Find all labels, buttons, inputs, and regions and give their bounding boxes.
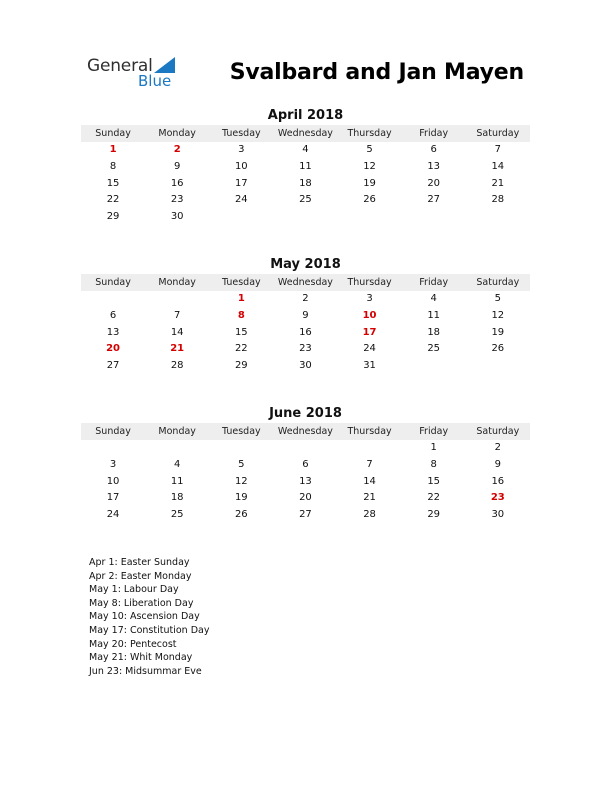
week-row [81,325,530,342]
holiday-day-cell: 23 [490,492,505,504]
day-cell: 13 [299,475,312,487]
day-cell: 9 [302,309,309,321]
logo-word-general: General [87,56,153,76]
day-cell: 12 [234,475,248,487]
weekday-label: Friday [419,128,449,139]
weekday-label: Wednesday [277,277,333,288]
day-cell: 5 [238,458,245,470]
weekday-label: Thursday [347,128,392,139]
day-cell: 24 [234,194,248,206]
day-cell: 22 [234,343,248,355]
day-cell: 26 [491,343,505,355]
day-cell: 19 [491,326,505,338]
day-cell: 31 [363,360,376,372]
holiday-day-cell: 8 [237,309,245,321]
week-row [81,192,530,209]
day-cell: 25 [427,343,441,355]
day-cell: 25 [299,194,312,206]
week-row [81,159,530,176]
day-cell: 22 [106,194,120,206]
day-cell [466,209,530,226]
day-cell: 14 [363,475,376,487]
day-cell: 4 [430,293,437,304]
day-cell: 19 [234,492,248,504]
weekday-label: Thursday [347,277,392,288]
holiday-day-cell: 17 [362,326,377,338]
day-cell: 2 [302,293,309,304]
day-cell: 3 [238,144,245,155]
week-row [81,209,530,226]
weekday-label: Friday [419,277,449,288]
day-cell: 16 [299,326,312,338]
weekday-label: Sunday [95,426,131,437]
day-cell: 12 [363,160,376,172]
holiday-day-cell: 1 [237,293,245,304]
holiday-list-item: May 10: Ascension Day [89,611,200,623]
day-cell: 5 [366,144,373,155]
day-cell: 6 [109,309,117,321]
day-cell [81,440,145,457]
day-cell [402,358,466,375]
day-cell: 22 [427,492,441,504]
holiday-day-cell: 2 [173,144,181,155]
week-row [81,440,530,457]
day-cell: 29 [234,360,248,372]
day-cell: 6 [430,144,437,155]
day-cell: 15 [106,177,120,189]
holiday-list [89,556,209,678]
month-block [81,108,530,226]
day-cell: 5 [494,293,501,304]
day-cell: 29 [427,509,441,521]
day-cell: 24 [363,343,376,355]
day-cell: 10 [106,475,120,487]
day-cell: 30 [299,360,312,372]
day-cell [209,209,273,226]
day-cell: 3 [109,458,117,470]
day-cell: 14 [170,326,184,338]
page-title: Svalbard and Jan Mayen [229,60,524,85]
day-cell: 20 [299,492,312,504]
month-block [81,406,530,524]
week-row [81,507,530,524]
weekday-label: Friday [419,426,449,437]
day-cell: 20 [427,177,441,189]
week-row [81,176,530,193]
day-cell [273,209,337,226]
weekday-label: Saturday [476,277,520,288]
day-cell: 2 [494,442,501,453]
weekday-label: Monday [158,277,196,288]
day-cell: 15 [234,326,248,338]
weekday-label: Thursday [347,426,392,437]
day-cell: 26 [363,194,376,206]
weekday-label: Sunday [95,128,131,139]
day-cell: 7 [174,309,181,321]
day-cell: 24 [106,509,120,521]
weekday-header-row [81,274,530,291]
month-title: May 2018 [270,257,341,272]
day-cell: 28 [170,360,184,372]
day-cell: 6 [302,458,309,470]
day-cell [145,291,209,308]
holiday-list-item: Apr 1: Easter Sunday [89,557,190,568]
month-block [81,257,530,375]
day-cell: 12 [491,309,505,321]
day-cell: 25 [170,509,184,521]
holiday-day-cell: 10 [362,309,377,321]
day-cell: 28 [363,509,376,521]
day-cell: 8 [109,160,117,172]
day-cell: 27 [299,509,312,521]
holiday-list-item: May 21: Whit Monday [89,652,193,664]
day-cell: 8 [430,458,437,470]
weekday-header-row [81,423,530,440]
day-cell: 18 [427,326,441,338]
day-cell: 16 [491,475,505,487]
day-cell: 30 [491,509,505,521]
day-cell [145,440,209,457]
day-cell: 16 [170,177,184,189]
day-cell: 3 [366,293,373,304]
logo-word-blue: Blue [138,72,172,90]
week-row [81,457,530,474]
day-cell [466,358,530,375]
holiday-day-cell: 21 [170,343,185,355]
holiday-list-item: May 1: Labour Day [89,584,179,596]
holiday-day-cell: 20 [106,343,121,355]
day-cell: 30 [170,211,184,223]
day-cell: 11 [170,475,184,487]
day-cell: 11 [427,309,441,321]
day-cell: 18 [170,492,184,504]
weekday-label: Monday [158,128,196,139]
holiday-list-item: May 8: Liberation Day [89,597,194,609]
weekday-header-row [81,125,530,142]
day-cell: 7 [494,144,501,155]
day-cell: 27 [106,360,120,372]
weekday-label: Sunday [95,277,131,288]
day-cell: 9 [174,160,181,172]
day-cell: 4 [174,458,181,470]
day-cell: 18 [299,177,312,189]
day-cell: 1 [430,442,437,453]
day-cell: 21 [363,492,376,504]
day-cell [81,291,145,308]
weekday-label: Saturday [476,128,520,139]
day-cell [209,440,273,457]
holiday-list-item: May 17: Constitution Day [89,624,210,636]
week-row [81,308,530,325]
week-row [81,142,530,159]
generalblue-logo [87,56,187,96]
day-cell: 15 [427,475,441,487]
logo-triangle-icon [154,57,175,73]
day-cell [273,440,337,457]
holiday-list-item: Apr 2: Easter Monday [89,570,192,582]
week-row [81,291,530,308]
week-row [81,341,530,358]
day-cell: 21 [491,177,505,189]
day-cell: 14 [491,160,505,172]
day-cell: 11 [299,160,312,172]
weekday-label: Saturday [476,426,520,437]
day-cell: 10 [234,160,248,172]
day-cell: 23 [299,343,312,355]
weekday-label: Wednesday [277,426,333,437]
weekday-label: Wednesday [277,128,333,139]
day-cell: 13 [427,160,441,172]
day-cell: 9 [494,458,501,470]
weekday-label: Tuesday [221,426,261,437]
weekday-label: Tuesday [221,277,261,288]
month-title: June 2018 [269,406,342,421]
day-cell: 17 [106,492,120,504]
holiday-list-item: Jun 23: Midsummar Eve [89,665,202,677]
day-cell: 26 [234,509,248,521]
week-row [81,474,530,491]
day-cell [338,440,402,457]
holiday-day-cell: 1 [109,144,117,155]
weekday-label: Tuesday [221,128,261,139]
day-cell [338,209,402,226]
day-cell: 27 [427,194,441,206]
week-row [81,358,530,375]
holiday-list-item: May 20: Pentecost [89,638,177,650]
day-cell: 4 [302,144,309,155]
day-cell: 29 [106,211,120,223]
month-title: April 2018 [267,108,344,123]
day-cell: 7 [366,458,373,470]
day-cell: 13 [106,326,120,338]
day-cell: 28 [491,194,505,206]
day-cell [402,209,466,226]
week-row [81,490,530,507]
weekday-label: Monday [158,426,196,437]
day-cell: 23 [170,194,184,206]
day-cell: 19 [363,177,376,189]
day-cell: 17 [234,177,248,189]
